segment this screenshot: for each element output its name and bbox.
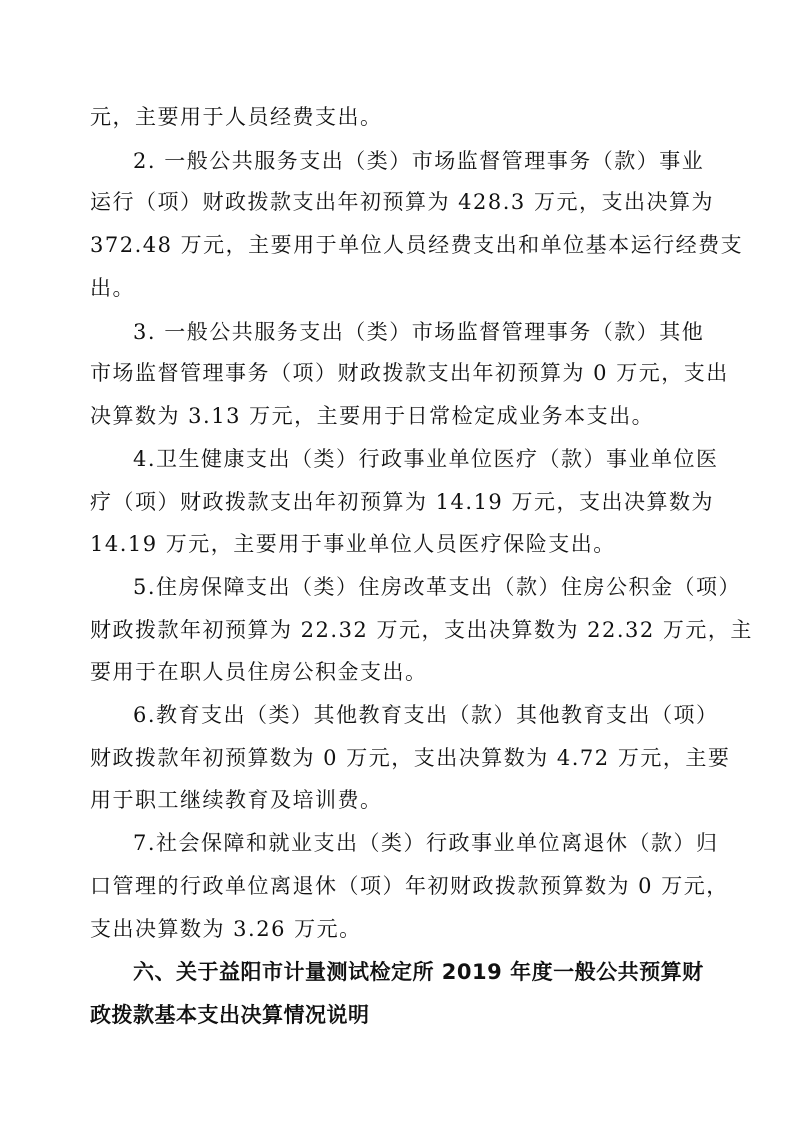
paragraph-line: 用于职工继续教育及培训费。 [90, 788, 383, 812]
paragraph-line: 5.住房保障支出（类）住房改革支出（款）住房公积金（项） [133, 575, 742, 599]
paragraph-line: 口管理的行政单位离退休（项）年初财政拨款预算数为 0 万元， [90, 874, 729, 898]
paragraph-line: 决算数为 3.13 万元，主要用于日常检定成业务本支出。 [90, 404, 655, 428]
paragraph-line: 6.教育支出（类）其他教育支出（款）其他教育支出（项） [133, 703, 719, 727]
section-heading: 政拨款基本支出决算情况说明 [90, 1003, 370, 1027]
paragraph-line: 运行（项）财政拨款支出年初预算为 428.3 万元，支出决算为 [90, 190, 714, 214]
paragraph-line: 市场监督管理事务（项）财政拨款支出年初预算为 0 万元，支出 [90, 361, 729, 385]
paragraph-line: 出。 [90, 276, 135, 300]
paragraph-line: 3. 一般公共服务支出（类）市场监督管理事务（款）其他 [133, 320, 705, 344]
paragraph-line: 元，主要用于人员经费支出。 [90, 105, 383, 129]
section-heading: 六、关于益阳市计量测试检定所 2019 年度一般公共预算财 [133, 960, 704, 984]
paragraph-line: 要用于在职人员住房公积金支出。 [90, 660, 428, 684]
paragraph-line: 7.社会保障和就业支出（类）行政事业单位离退休（款）归 [133, 831, 719, 855]
paragraph-line: 2. 一般公共服务支出（类）市场监督管理事务（款）事业 [133, 149, 705, 173]
paragraph-line: 疗（项）财政拨款支出年初预算为 14.19 万元，支出决算数为 [90, 490, 714, 514]
paragraph-line: 财政拨款年初预算为 22.32 万元，支出决算数为 22.32 万元，主 [90, 618, 753, 642]
paragraph-line: 14.19 万元，主要用于事业单位人员医疗保险支出。 [90, 532, 616, 556]
paragraph-line: 4.卫生健康支出（类）行政事业单位医疗（款）事业单位医 [133, 447, 719, 471]
paragraph-line: 支出决算数为 3.26 万元。 [90, 917, 362, 941]
paragraph-line: 财政拨款年初预算数为 0 万元，支出决算数为 4.72 万元，主要 [90, 746, 731, 770]
paragraph-line: 372.48 万元，主要用于单位人员经费支出和单位基本运行经费支 [90, 233, 744, 257]
